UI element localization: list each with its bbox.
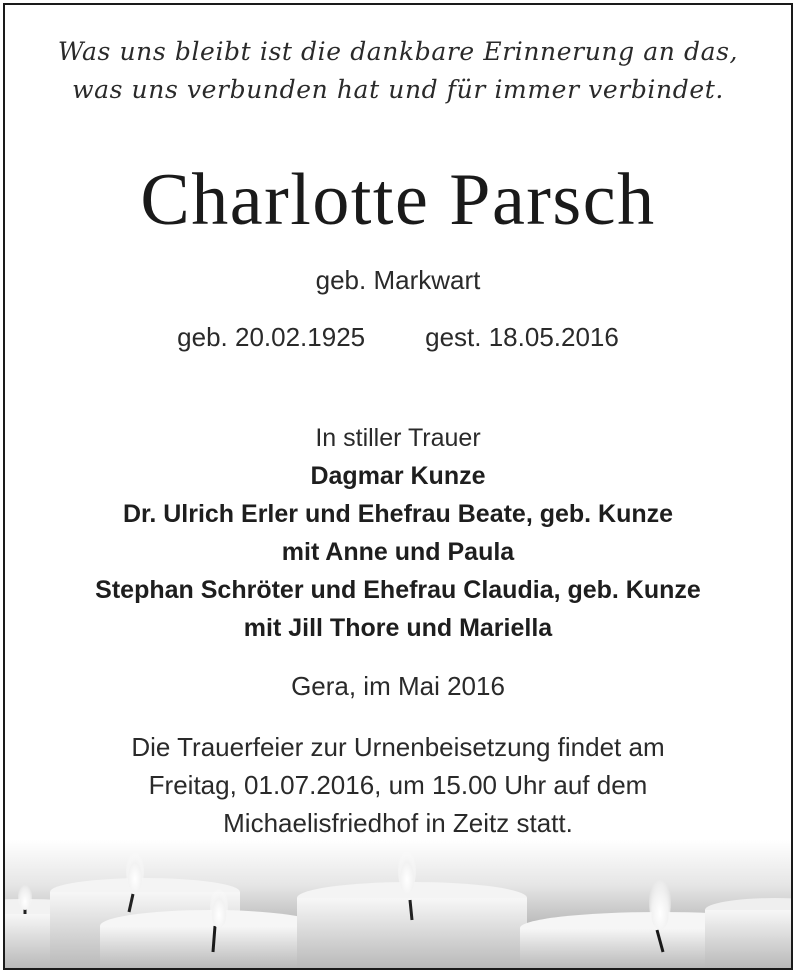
funeral-notice [5,728,791,842]
funeral-line-3: Michaelisfriedhof in Zeitz statt. [223,808,573,838]
candle-6 [705,898,791,968]
motto-line-1: Was uns bleibt ist die dankbare Erinnerung an das, [57,37,739,66]
candles-image [5,840,791,968]
mourning-intro: In stiller Trauer [315,424,481,452]
death-date: gest. 18.05.2016 [425,322,619,352]
obituary-card [3,3,793,970]
birth-name: geb. Markwart [315,265,481,295]
funeral-line-1: Die Trauerfeier zur Urnenbeisetzung findet am [131,732,665,762]
motto-quote [5,33,791,109]
mourner-line: Dagmar Kunze [310,462,486,490]
mourner-line: Stephan Schröter und Ehefrau Claudia, geb. Kunze [95,576,701,604]
mourner-line: mit Anne und Paula [281,538,515,566]
mourner-line: Dr. Ulrich Erler und Ehefrau Beate, geb. Kunze [122,500,674,528]
mourners-block [5,419,791,647]
life-dates [5,320,791,354]
funeral-line-2: Freitag, 01.07.2016, um 15.00 Uhr auf dem [148,770,648,800]
place-date: Gera, im Mai 2016 [291,671,505,701]
deceased-name: Charlotte Parsch [140,159,656,241]
motto-line-2: was uns verbunden hat und für immer verbindet. [72,75,724,104]
birth-date: geb. 20.02.1925 [177,322,366,352]
mourner-line: mit Jill Thore und Mariella [243,614,553,642]
